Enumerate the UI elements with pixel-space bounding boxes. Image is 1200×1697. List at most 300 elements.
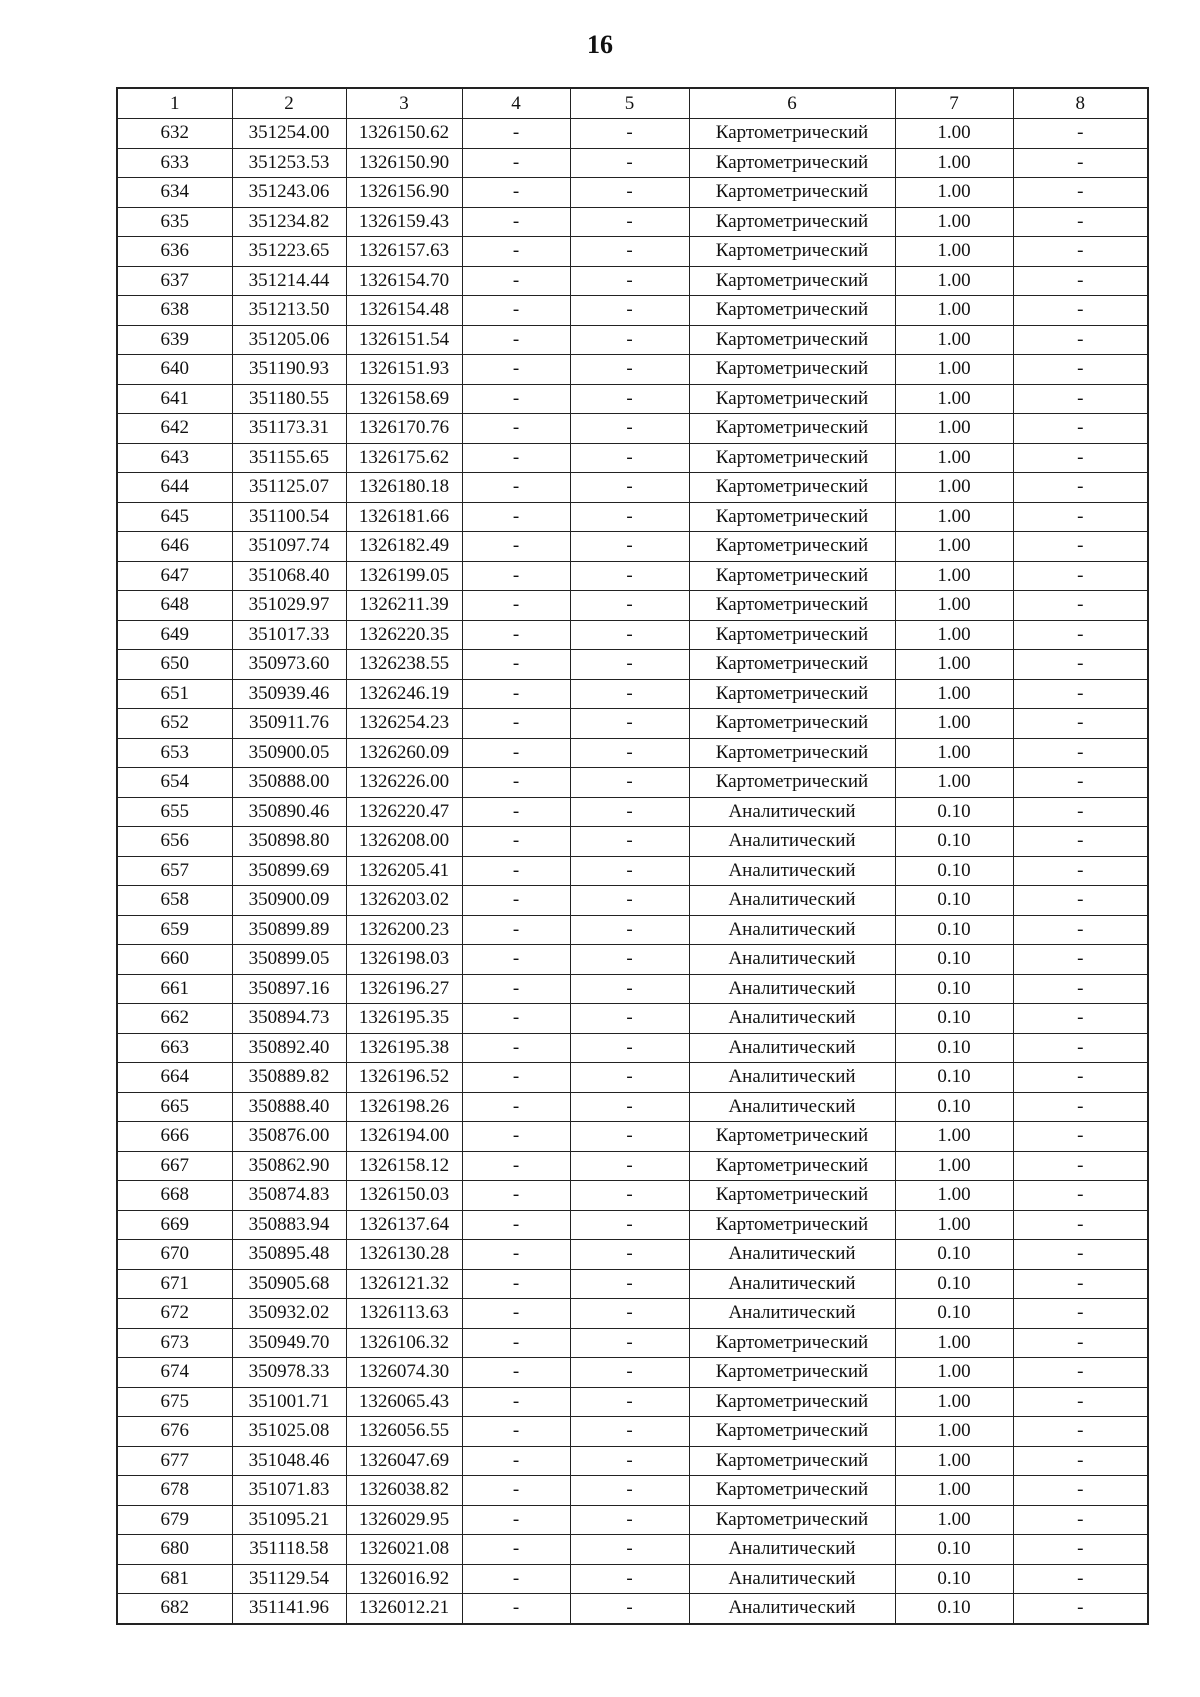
cell-col-5: - (570, 679, 689, 709)
cell-accuracy: 1.00 (895, 266, 1013, 296)
cell-y-coordinate: 1326220.47 (346, 797, 462, 827)
table-row (117, 1033, 1148, 1063)
cell-method: Картометрический (689, 561, 895, 591)
table-row (117, 1328, 1148, 1358)
cell-accuracy: 0.10 (895, 1564, 1013, 1594)
cell-col-4: - (462, 945, 570, 975)
table-row (117, 1417, 1148, 1447)
column-header-3: 3 (346, 88, 462, 119)
cell-col-4: - (462, 915, 570, 945)
cell-x-coordinate: 351095.21 (232, 1505, 346, 1535)
cell-accuracy: 1.00 (895, 650, 1013, 680)
cell-col-5: - (570, 502, 689, 532)
cell-col-5: - (570, 1564, 689, 1594)
table-row (117, 1387, 1148, 1417)
table-row (117, 532, 1148, 562)
table-row (117, 1446, 1148, 1476)
cell-x-coordinate: 350888.00 (232, 768, 346, 798)
cell-y-coordinate: 1326170.76 (346, 414, 462, 444)
cell-x-coordinate: 350911.76 (232, 709, 346, 739)
cell-accuracy: 0.10 (895, 856, 1013, 886)
cell-x-coordinate: 350898.80 (232, 827, 346, 857)
cell-col-8: - (1013, 1092, 1148, 1122)
cell-col-4: - (462, 1063, 570, 1093)
cell-method: Аналитический (689, 1594, 895, 1624)
cell-accuracy: 1.00 (895, 532, 1013, 562)
cell-x-coordinate: 350862.90 (232, 1151, 346, 1181)
cell-x-coordinate: 350939.46 (232, 679, 346, 709)
cell-accuracy: 1.00 (895, 1417, 1013, 1447)
cell-col-4: - (462, 237, 570, 267)
cell-col-8: - (1013, 827, 1148, 857)
column-header-2: 2 (232, 88, 346, 119)
cell-col-5: - (570, 886, 689, 916)
table-row (117, 679, 1148, 709)
cell-y-coordinate: 1326158.12 (346, 1151, 462, 1181)
cell-col-4: - (462, 1092, 570, 1122)
cell-point-number: 666 (117, 1122, 232, 1152)
cell-col-5: - (570, 915, 689, 945)
cell-accuracy: 0.10 (895, 1033, 1013, 1063)
cell-col-4: - (462, 1387, 570, 1417)
table-row (117, 355, 1148, 385)
cell-method: Картометрический (689, 1505, 895, 1535)
cell-method: Аналитический (689, 797, 895, 827)
cell-point-number: 677 (117, 1446, 232, 1476)
cell-col-5: - (570, 414, 689, 444)
cell-method: Картометрический (689, 768, 895, 798)
cell-method: Аналитический (689, 915, 895, 945)
cell-accuracy: 1.00 (895, 502, 1013, 532)
table-row (117, 148, 1148, 178)
cell-y-coordinate: 1326121.32 (346, 1269, 462, 1299)
cell-method: Аналитический (689, 1063, 895, 1093)
cell-accuracy: 1.00 (895, 148, 1013, 178)
cell-x-coordinate: 351100.54 (232, 502, 346, 532)
cell-col-8: - (1013, 1210, 1148, 1240)
cell-method: Аналитический (689, 974, 895, 1004)
cell-y-coordinate: 1326154.48 (346, 296, 462, 326)
cell-col-8: - (1013, 768, 1148, 798)
cell-method: Картометрический (689, 1210, 895, 1240)
cell-method: Аналитический (689, 1269, 895, 1299)
cell-method: Картометрический (689, 266, 895, 296)
cell-col-5: - (570, 738, 689, 768)
cell-y-coordinate: 1326180.18 (346, 473, 462, 503)
cell-x-coordinate: 351017.33 (232, 620, 346, 650)
cell-point-number: 681 (117, 1564, 232, 1594)
table-row (117, 1476, 1148, 1506)
cell-x-coordinate: 350897.16 (232, 974, 346, 1004)
cell-col-5: - (570, 856, 689, 886)
cell-x-coordinate: 351001.71 (232, 1387, 346, 1417)
cell-col-8: - (1013, 620, 1148, 650)
cell-method: Аналитический (689, 1092, 895, 1122)
cell-col-5: - (570, 325, 689, 355)
cell-col-8: - (1013, 1151, 1148, 1181)
cell-method: Картометрический (689, 1181, 895, 1211)
cell-point-number: 633 (117, 148, 232, 178)
cell-x-coordinate: 350894.73 (232, 1004, 346, 1034)
table-row (117, 237, 1148, 267)
cell-col-4: - (462, 443, 570, 473)
table-row (117, 1564, 1148, 1594)
cell-point-number: 643 (117, 443, 232, 473)
cell-col-4: - (462, 1417, 570, 1447)
cell-col-4: - (462, 384, 570, 414)
cell-method: Картометрический (689, 1387, 895, 1417)
cell-y-coordinate: 1326113.63 (346, 1299, 462, 1329)
cell-method: Картометрический (689, 1417, 895, 1447)
cell-method: Картометрический (689, 296, 895, 326)
cell-col-5: - (570, 1505, 689, 1535)
cell-col-8: - (1013, 974, 1148, 1004)
coordinates-table (116, 87, 1149, 1625)
cell-col-4: - (462, 148, 570, 178)
cell-col-8: - (1013, 915, 1148, 945)
cell-col-5: - (570, 384, 689, 414)
cell-point-number: 637 (117, 266, 232, 296)
cell-method: Картометрический (689, 650, 895, 680)
cell-accuracy: 1.00 (895, 1387, 1013, 1417)
table-row (117, 620, 1148, 650)
cell-point-number: 642 (117, 414, 232, 444)
cell-col-8: - (1013, 1122, 1148, 1152)
cell-col-4: - (462, 355, 570, 385)
cell-point-number: 679 (117, 1505, 232, 1535)
cell-accuracy: 0.10 (895, 1092, 1013, 1122)
cell-y-coordinate: 1326159.43 (346, 207, 462, 237)
cell-point-number: 664 (117, 1063, 232, 1093)
cell-x-coordinate: 350874.83 (232, 1181, 346, 1211)
cell-x-coordinate: 351048.46 (232, 1446, 346, 1476)
cell-point-number: 662 (117, 1004, 232, 1034)
cell-col-8: - (1013, 502, 1148, 532)
cell-col-4: - (462, 886, 570, 916)
cell-col-8: - (1013, 1446, 1148, 1476)
cell-accuracy: 1.00 (895, 414, 1013, 444)
cell-point-number: 660 (117, 945, 232, 975)
cell-col-8: - (1013, 119, 1148, 149)
cell-method: Аналитический (689, 1240, 895, 1270)
cell-method: Картометрический (689, 532, 895, 562)
cell-accuracy: 1.00 (895, 1476, 1013, 1506)
cell-accuracy: 0.10 (895, 827, 1013, 857)
cell-method: Аналитический (689, 1299, 895, 1329)
table-row (117, 827, 1148, 857)
cell-col-5: - (570, 473, 689, 503)
cell-accuracy: 1.00 (895, 296, 1013, 326)
cell-point-number: 667 (117, 1151, 232, 1181)
cell-x-coordinate: 350978.33 (232, 1358, 346, 1388)
cell-x-coordinate: 350905.68 (232, 1269, 346, 1299)
cell-point-number: 640 (117, 355, 232, 385)
cell-col-4: - (462, 296, 570, 326)
cell-x-coordinate: 351223.65 (232, 237, 346, 267)
cell-method: Картометрический (689, 738, 895, 768)
cell-col-5: - (570, 237, 689, 267)
cell-x-coordinate: 351118.58 (232, 1535, 346, 1565)
cell-point-number: 652 (117, 709, 232, 739)
cell-col-4: - (462, 650, 570, 680)
cell-point-number: 654 (117, 768, 232, 798)
cell-y-coordinate: 1326156.90 (346, 178, 462, 208)
cell-point-number: 672 (117, 1299, 232, 1329)
table-row (117, 1122, 1148, 1152)
table-row (117, 561, 1148, 591)
table-row (117, 974, 1148, 1004)
cell-col-4: - (462, 1358, 570, 1388)
cell-x-coordinate: 350900.09 (232, 886, 346, 916)
table-row (117, 266, 1148, 296)
cell-method: Картометрический (689, 325, 895, 355)
cell-col-4: - (462, 768, 570, 798)
cell-method: Картометрический (689, 1446, 895, 1476)
column-header-5: 5 (570, 88, 689, 119)
table-row (117, 1505, 1148, 1535)
cell-col-8: - (1013, 1240, 1148, 1270)
cell-col-5: - (570, 797, 689, 827)
cell-x-coordinate: 350876.00 (232, 1122, 346, 1152)
column-header-7: 7 (895, 88, 1013, 119)
cell-col-4: - (462, 325, 570, 355)
cell-accuracy: 0.10 (895, 1594, 1013, 1624)
cell-method: Картометрический (689, 1358, 895, 1388)
cell-col-8: - (1013, 414, 1148, 444)
cell-x-coordinate: 350889.82 (232, 1063, 346, 1093)
cell-col-5: - (570, 709, 689, 739)
cell-col-8: - (1013, 1033, 1148, 1063)
cell-col-4: - (462, 1505, 570, 1535)
cell-col-8: - (1013, 266, 1148, 296)
cell-method: Аналитический (689, 886, 895, 916)
cell-col-4: - (462, 1446, 570, 1476)
cell-x-coordinate: 351097.74 (232, 532, 346, 562)
cell-y-coordinate: 1326181.66 (346, 502, 462, 532)
cell-accuracy: 1.00 (895, 473, 1013, 503)
cell-x-coordinate: 351180.55 (232, 384, 346, 414)
table-row (117, 945, 1148, 975)
cell-x-coordinate: 351068.40 (232, 561, 346, 591)
cell-x-coordinate: 351141.96 (232, 1594, 346, 1624)
table-row (117, 1063, 1148, 1093)
cell-method: Картометрический (689, 355, 895, 385)
cell-x-coordinate: 350890.46 (232, 797, 346, 827)
cell-col-4: - (462, 532, 570, 562)
cell-y-coordinate: 1326182.49 (346, 532, 462, 562)
cell-point-number: 659 (117, 915, 232, 945)
cell-x-coordinate: 350899.05 (232, 945, 346, 975)
cell-col-5: - (570, 591, 689, 621)
cell-accuracy: 1.00 (895, 237, 1013, 267)
cell-y-coordinate: 1326047.69 (346, 1446, 462, 1476)
page-number: 16 (587, 30, 613, 59)
cell-col-5: - (570, 1387, 689, 1417)
cell-y-coordinate: 1326260.09 (346, 738, 462, 768)
cell-method: Картометрический (689, 237, 895, 267)
cell-col-8: - (1013, 1181, 1148, 1211)
cell-y-coordinate: 1326038.82 (346, 1476, 462, 1506)
cell-col-4: - (462, 119, 570, 149)
table-row (117, 1092, 1148, 1122)
cell-col-8: - (1013, 1417, 1148, 1447)
table-row (117, 886, 1148, 916)
cell-col-5: - (570, 1446, 689, 1476)
cell-y-coordinate: 1326150.62 (346, 119, 462, 149)
cell-col-4: - (462, 561, 570, 591)
cell-y-coordinate: 1326065.43 (346, 1387, 462, 1417)
cell-col-5: - (570, 1417, 689, 1447)
cell-x-coordinate: 351234.82 (232, 207, 346, 237)
cell-accuracy: 0.10 (895, 797, 1013, 827)
cell-col-5: - (570, 620, 689, 650)
table-row (117, 443, 1148, 473)
cell-y-coordinate: 1326226.00 (346, 768, 462, 798)
cell-accuracy: 1.00 (895, 1151, 1013, 1181)
cell-accuracy: 1.00 (895, 443, 1013, 473)
cell-point-number: 653 (117, 738, 232, 768)
cell-y-coordinate: 1326130.28 (346, 1240, 462, 1270)
table-row (117, 738, 1148, 768)
cell-y-coordinate: 1326195.38 (346, 1033, 462, 1063)
cell-y-coordinate: 1326195.35 (346, 1004, 462, 1034)
cell-point-number: 651 (117, 679, 232, 709)
cell-y-coordinate: 1326150.03 (346, 1181, 462, 1211)
cell-accuracy: 1.00 (895, 591, 1013, 621)
cell-col-8: - (1013, 1299, 1148, 1329)
cell-col-5: - (570, 148, 689, 178)
cell-col-8: - (1013, 797, 1148, 827)
cell-accuracy: 1.00 (895, 620, 1013, 650)
cell-accuracy: 1.00 (895, 355, 1013, 385)
cell-method: Картометрический (689, 679, 895, 709)
table-row (117, 119, 1148, 149)
cell-col-4: - (462, 709, 570, 739)
cell-col-8: - (1013, 1387, 1148, 1417)
cell-method: Аналитический (689, 1033, 895, 1063)
cell-method: Картометрический (689, 148, 895, 178)
cell-point-number: 635 (117, 207, 232, 237)
cell-x-coordinate: 351243.06 (232, 178, 346, 208)
table-row (117, 915, 1148, 945)
cell-accuracy: 1.00 (895, 178, 1013, 208)
cell-x-coordinate: 351253.53 (232, 148, 346, 178)
cell-point-number: 670 (117, 1240, 232, 1270)
cell-accuracy: 0.10 (895, 1004, 1013, 1034)
table-row (117, 591, 1148, 621)
cell-col-5: - (570, 1122, 689, 1152)
table-row (117, 384, 1148, 414)
cell-col-4: - (462, 1299, 570, 1329)
cell-y-coordinate: 1326158.69 (346, 384, 462, 414)
cell-accuracy: 0.10 (895, 886, 1013, 916)
cell-x-coordinate: 351190.93 (232, 355, 346, 385)
cell-accuracy: 0.10 (895, 1269, 1013, 1299)
cell-col-5: - (570, 1181, 689, 1211)
cell-point-number: 636 (117, 237, 232, 267)
cell-x-coordinate: 350973.60 (232, 650, 346, 680)
cell-y-coordinate: 1326198.26 (346, 1092, 462, 1122)
cell-col-5: - (570, 1476, 689, 1506)
cell-col-8: - (1013, 886, 1148, 916)
cell-col-5: - (570, 443, 689, 473)
cell-col-4: - (462, 473, 570, 503)
cell-x-coordinate: 351214.44 (232, 266, 346, 296)
cell-point-number: 671 (117, 1269, 232, 1299)
cell-y-coordinate: 1326150.90 (346, 148, 462, 178)
cell-x-coordinate: 351254.00 (232, 119, 346, 149)
cell-y-coordinate: 1326238.55 (346, 650, 462, 680)
table-row (117, 1181, 1148, 1211)
cell-y-coordinate: 1326198.03 (346, 945, 462, 975)
table-row (117, 1151, 1148, 1181)
cell-col-8: - (1013, 1476, 1148, 1506)
table-body (117, 119, 1148, 1624)
cell-accuracy: 1.00 (895, 384, 1013, 414)
cell-x-coordinate: 351025.08 (232, 1417, 346, 1447)
cell-method: Аналитический (689, 1535, 895, 1565)
table-row (117, 650, 1148, 680)
cell-point-number: 669 (117, 1210, 232, 1240)
cell-method: Картометрический (689, 620, 895, 650)
table-row (117, 473, 1148, 503)
cell-method: Аналитический (689, 827, 895, 857)
cell-point-number: 641 (117, 384, 232, 414)
cell-col-4: - (462, 1004, 570, 1034)
cell-y-coordinate: 1326254.23 (346, 709, 462, 739)
column-header-1: 1 (117, 88, 232, 119)
cell-col-8: - (1013, 1358, 1148, 1388)
cell-col-5: - (570, 1299, 689, 1329)
cell-col-8: - (1013, 178, 1148, 208)
cell-col-4: - (462, 591, 570, 621)
cell-accuracy: 1.00 (895, 768, 1013, 798)
cell-accuracy: 0.10 (895, 1063, 1013, 1093)
cell-y-coordinate: 1326205.41 (346, 856, 462, 886)
cell-col-5: - (570, 1151, 689, 1181)
cell-x-coordinate: 351129.54 (232, 1564, 346, 1594)
cell-accuracy: 0.10 (895, 945, 1013, 975)
cell-col-8: - (1013, 384, 1148, 414)
cell-accuracy: 1.00 (895, 1122, 1013, 1152)
cell-col-4: - (462, 738, 570, 768)
cell-col-5: - (570, 266, 689, 296)
cell-col-8: - (1013, 1063, 1148, 1093)
cell-method: Картометрический (689, 502, 895, 532)
cell-accuracy: 0.10 (895, 1299, 1013, 1329)
cell-col-8: - (1013, 679, 1148, 709)
cell-point-number: 650 (117, 650, 232, 680)
cell-col-4: - (462, 797, 570, 827)
table-row (117, 1535, 1148, 1565)
cell-accuracy: 1.00 (895, 325, 1013, 355)
cell-y-coordinate: 1326196.27 (346, 974, 462, 1004)
cell-accuracy: 0.10 (895, 1535, 1013, 1565)
cell-x-coordinate: 350899.69 (232, 856, 346, 886)
cell-y-coordinate: 1326106.32 (346, 1328, 462, 1358)
cell-point-number: 680 (117, 1535, 232, 1565)
cell-accuracy: 0.10 (895, 1240, 1013, 1270)
column-header-4: 4 (462, 88, 570, 119)
cell-col-5: - (570, 561, 689, 591)
cell-point-number: 648 (117, 591, 232, 621)
cell-col-8: - (1013, 325, 1148, 355)
cell-col-8: - (1013, 1269, 1148, 1299)
table-row (117, 414, 1148, 444)
cell-x-coordinate: 350883.94 (232, 1210, 346, 1240)
cell-col-4: - (462, 1181, 570, 1211)
cell-y-coordinate: 1326199.05 (346, 561, 462, 591)
